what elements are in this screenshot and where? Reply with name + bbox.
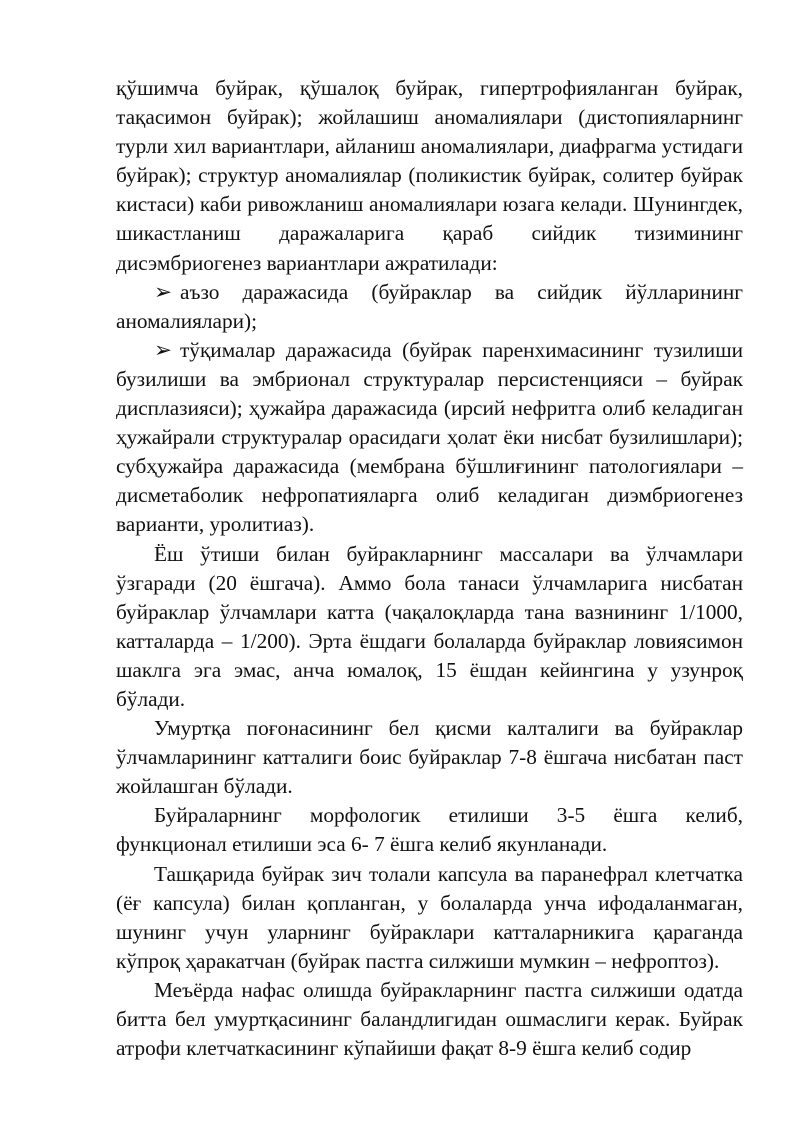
arrow-bullet-icon: ➢ (154, 279, 172, 304)
paragraph-spine-position: Умуртқа поғонасининг бел қисми калталиги ва буйраклар ўлчамларининг катталиги боис буйраклар 7-8 ёшгача нисбатан паст жойлашган бўлади. (116, 716, 743, 799)
bullet-item-tissue-level (116, 336, 743, 540)
bullet-item-organ-level (116, 278, 743, 336)
paragraph-respiration-shift: Меъёрда нафас олишда буйракларнинг пастга силжиши одатда битта бел умуртқасининг баландлигидан ошмаслиги керак. Буйрак атрофи клетчаткасининг кўпайиши фақат 8-9 ёшга келиб содир (116, 977, 743, 1061)
paragraph-continuation: қўшимча буйрак, қўшалоқ буйрак, гипертрофияланган буйрак, тақасимон буйрак); жойлашиш аномалиялари (дистопияларнинг турли хил вариантлари, айланиш аномалиялари, диафрагма устидаги буйрак); структур аномалиялар (поликистик буйрак, солитер буйрак кистаси) каби ривожланиш аномалиялари юзага келади. Шунингдек, шикастланиш даражаларига қараб сийдик тизимининг дисэмбриогенез вариантлари ажратилади: (116, 76, 743, 275)
paragraph-capsule: Ташқарида буйрак зич толали капсула ва паранефрал клетчатка (ёғ капсула) билан қопланган, у болаларда унча ифодаланмаган, шунинг учун уларнинг буйраклари катталарникига қараганда кўпроқ ҳаракатчан (буйрак пастга силжиши мумкин – нефроптоз). (116, 861, 743, 973)
paragraph-maturation: Буйраларнинг морфологик етилиши 3-5 ёшга келиб, функционал етилиши эса 6- 7 ёшга келиб якунланади. (116, 803, 743, 857)
arrow-bullet-icon: ➢ (154, 337, 172, 362)
bullet-text: аъзо даражасида (буйраклар ва сийдик йўлларининг аномалиялари); (116, 279, 743, 333)
document-page (116, 74, 743, 1063)
paragraph-kidney-size: Ёш ўтиши билан буйракларнинг массалари ва ўлчамлари ўзгаради (20 ёшгача). Аммо бола танаси ўлчамларига нисбатан буйраклар ўлчамлари катта (чақалоқларда тана вазнининг 1/1000, катталарда – 1/200). Эрта ёшдаги болаларда буйраклар ловиясимон шаклга эга эмас, анча юмалоқ, 15 ёшдан кейингина у узунроқ бўлади. (116, 541, 743, 711)
bullet-text: тўқималар даражасида (буйрак паренхимасининг тузилиши бузилиши ва эмбрионал структуралар персистенцияси – буйрак дисплазияси); ҳужайра даражасида (ирсий нефритга олиб келадиган ҳужайрали структуралар орасидаги ҳолат ёки нисбат бузилишлари); субҳужайра даражасида (мембрана бўшлиғининг патологиялари – дисметаболик нефропатияларга олиб келадиган диэмбриогенез варианти, уролитиаз). (116, 337, 743, 537)
